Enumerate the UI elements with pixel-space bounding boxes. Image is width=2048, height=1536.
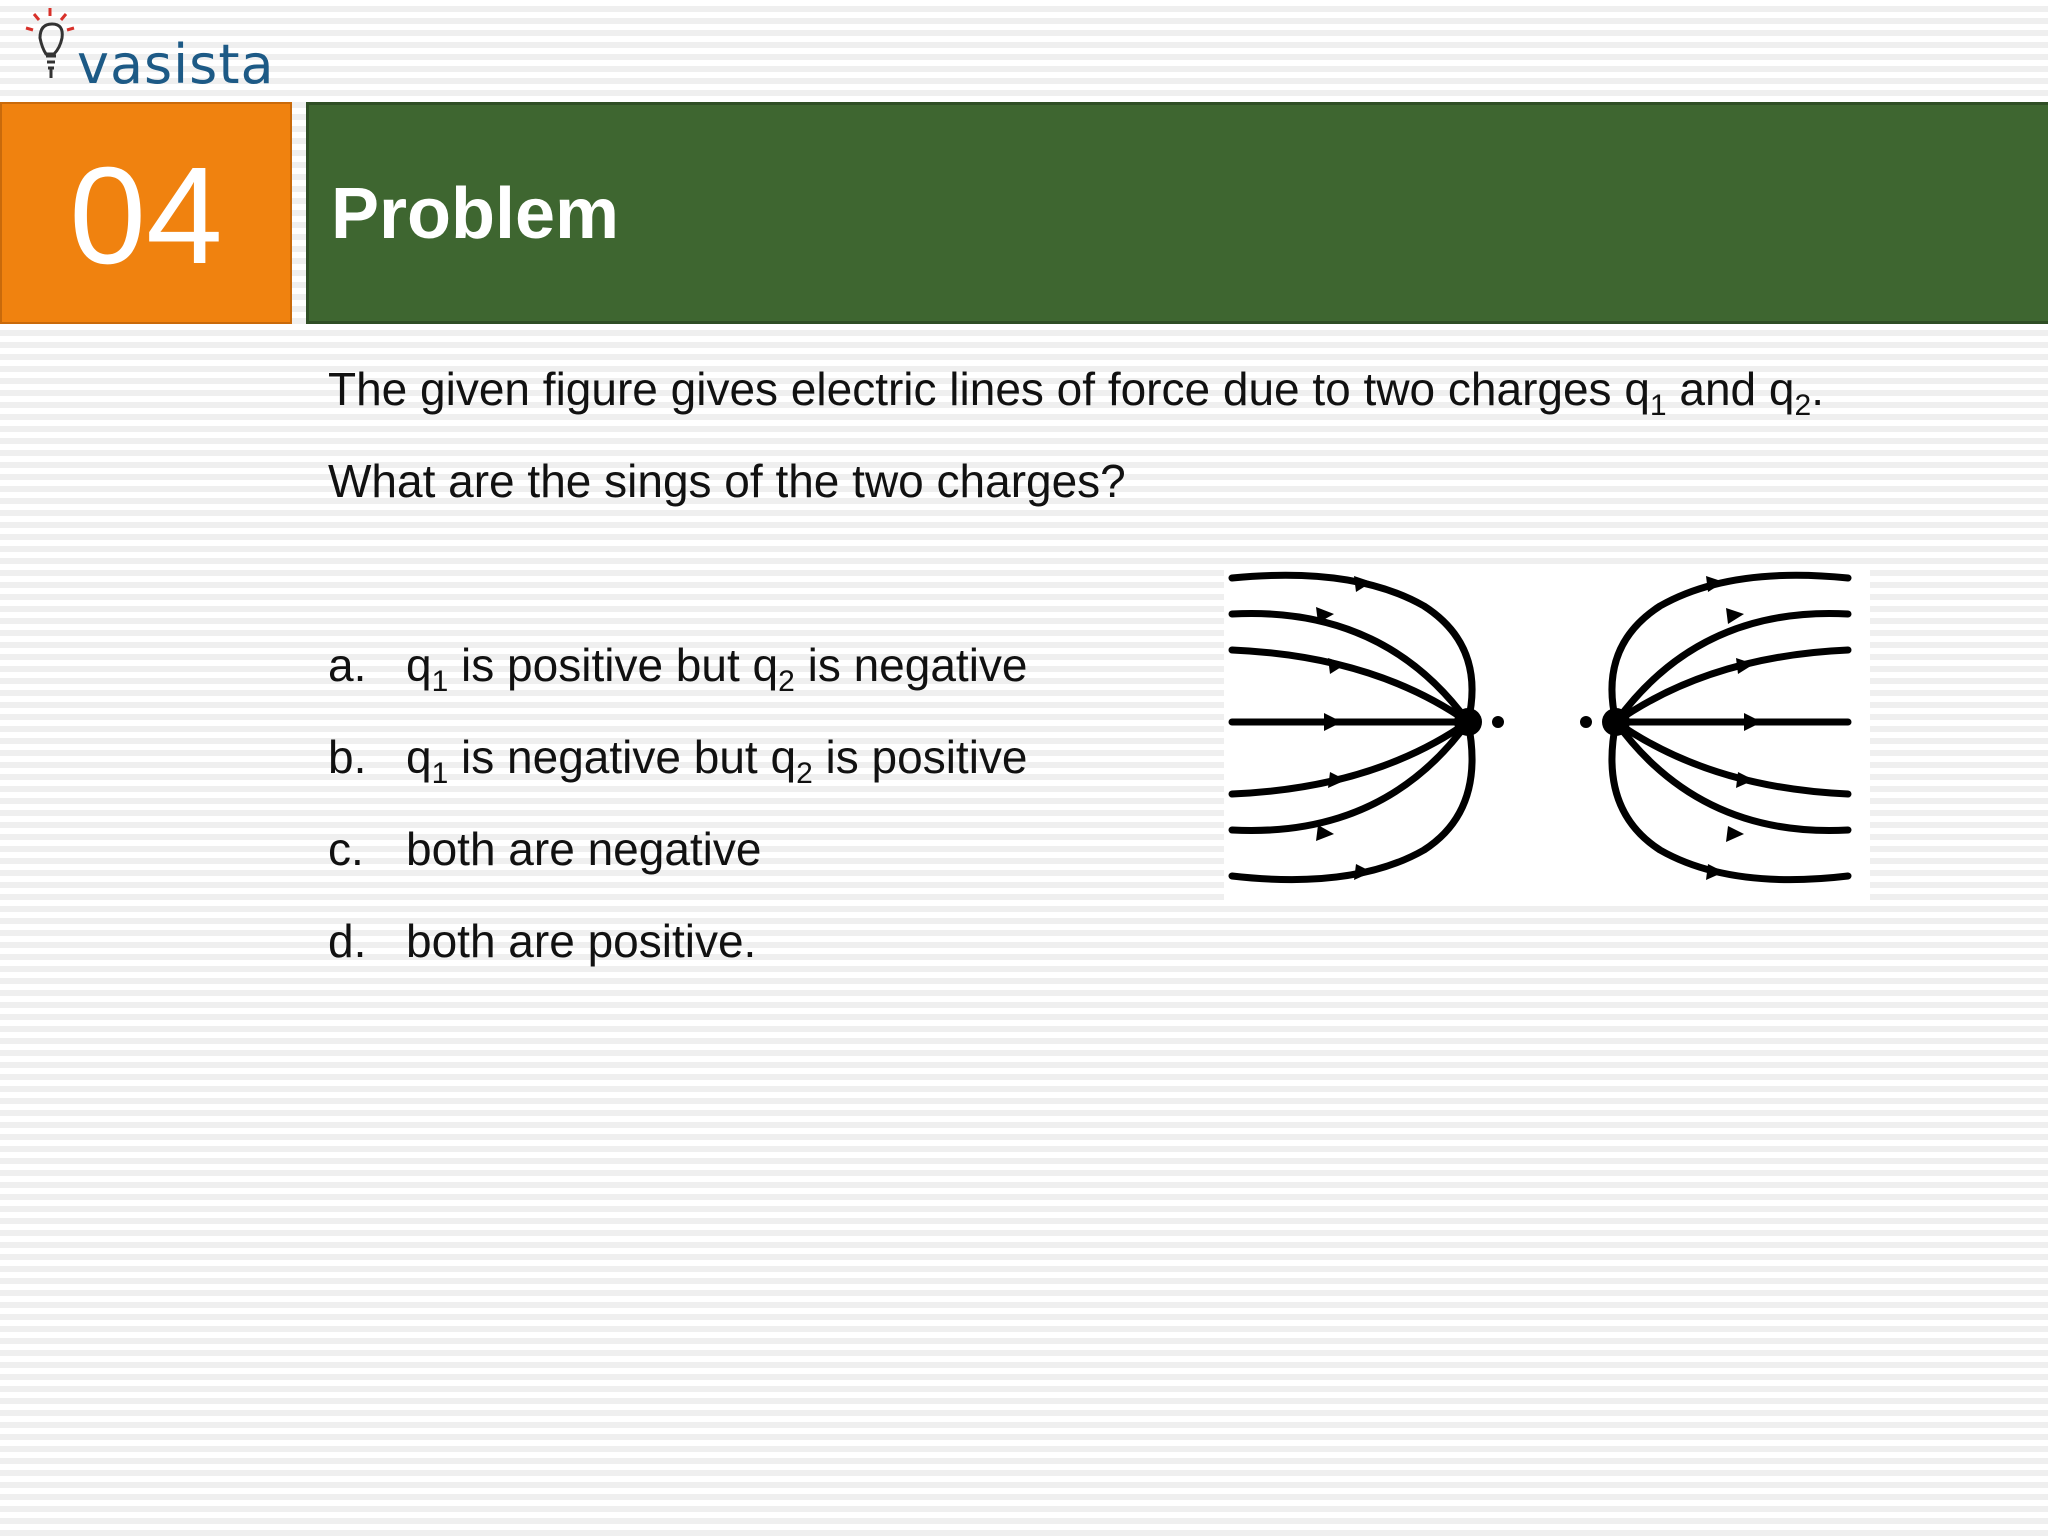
- electric-field-lines-diagram: [1224, 566, 1870, 900]
- field-lines-figure: [1224, 566, 1870, 900]
- option-b: b. $q_1$ is negative but $q_2$ is positive: [328, 731, 1028, 790]
- question-line-2: What are the sings of the two charges?: [328, 455, 1126, 507]
- option-d: d. both are positive.: [328, 915, 757, 967]
- title-bar: [306, 102, 2048, 324]
- charge-q2: [1602, 708, 1630, 736]
- logo-text: vasista: [77, 33, 275, 96]
- vasista-logo: [22, 4, 292, 96]
- problem-number: 04: [69, 139, 223, 293]
- question-line-1: The given figure gives electric lines of force due to two charges $q_1$ and $q_2$.: [328, 363, 1824, 422]
- option-c: c. both are negative: [328, 823, 762, 875]
- problem-number-box: [0, 102, 292, 324]
- charge-q1: [1454, 708, 1482, 736]
- slide-title: Problem: [331, 174, 620, 254]
- option-a: a. $q_1$ is positive but $q_2$ is negative: [328, 639, 1028, 698]
